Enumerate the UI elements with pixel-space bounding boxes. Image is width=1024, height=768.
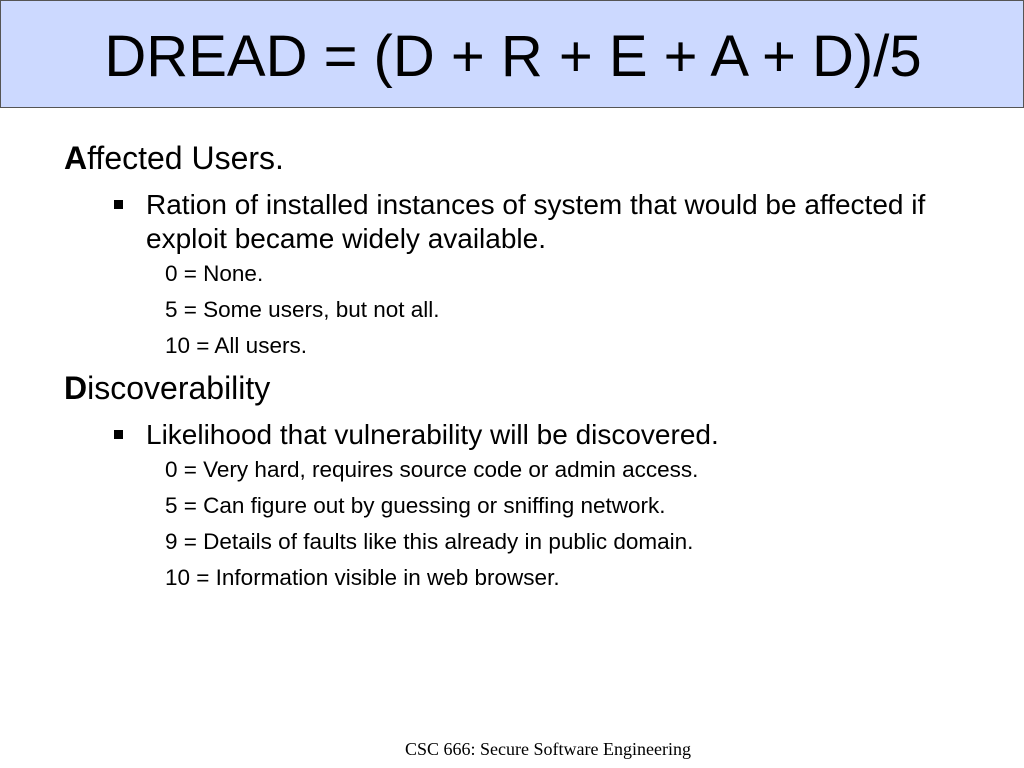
section-discoverability [64,368,964,596]
footer: CSC 666: Secure Software Engineering [405,739,691,759]
heading-rest: ffected Users. [87,140,284,176]
heading-initial: D [64,370,88,406]
square-bullet-icon [114,430,123,439]
rating-level: 0 = Very hard, requires source code or admin access. [165,457,699,482]
rating-level: 9 = Details of faults like this already in public domain. [165,529,694,554]
title-bar [0,0,1024,108]
square-bullet-icon [114,200,123,209]
rating-level: 10 = All users. [165,333,307,358]
rating-level: 5 = Can figure out by guessing or sniffing network. [165,493,666,518]
heading-initial: A [64,140,88,176]
bullet-text: Likelihood that vulnerability will be discovered. [146,419,719,450]
bullet-item [64,418,964,452]
bullet-item [64,188,964,256]
rating-level: 10 = Information visible in web browser. [165,565,560,590]
heading-discoverability [64,368,964,408]
rating-level: 0 = None. [165,261,264,286]
rating-level: 5 = Some users, but not all. [165,297,440,322]
bullet-text: Ration of installed instances of system that would be affected if exploit became widely available. [146,189,926,254]
slide-content [64,138,964,596]
slide-title: DREAD = (D + R + E + A + D)/5 [104,24,922,89]
heading-rest: iscoverability [87,370,271,406]
section-affected-users [64,138,964,364]
heading-affected-users [64,138,964,178]
